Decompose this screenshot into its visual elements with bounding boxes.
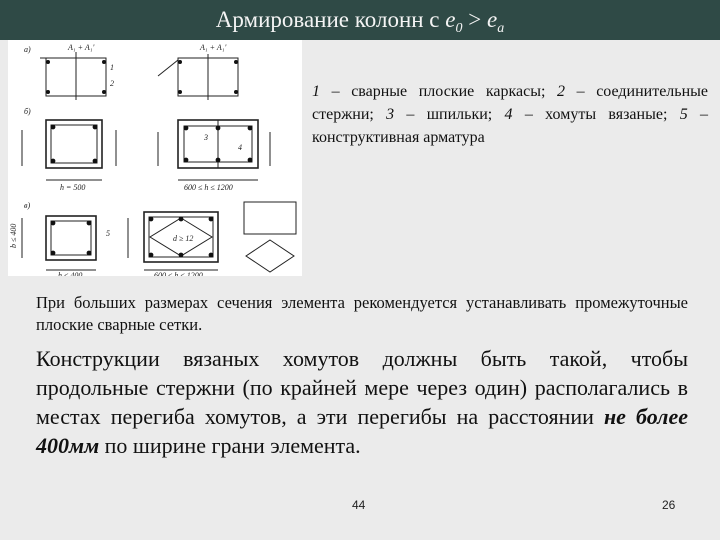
fig-num-4: 4 bbox=[238, 143, 242, 152]
fig-label-a1: A₁ + A₁' bbox=[68, 43, 95, 52]
dim-h-500: h = 500 bbox=[60, 183, 86, 192]
title-prefix: Армирование колонн с bbox=[215, 7, 440, 32]
fig-label-b: б) bbox=[24, 107, 31, 116]
fig-num-5: 5 bbox=[106, 229, 110, 238]
title-ea: $e_a$ bbox=[486, 7, 505, 36]
fig-num-2: 2 bbox=[110, 79, 114, 88]
fig-label-a2: A₁ + A₁' bbox=[200, 43, 227, 52]
emphasis-400mm: не более 400мм bbox=[36, 404, 688, 458]
dim-d12: d ≥ 12 bbox=[173, 234, 194, 243]
paragraph-tie-construction: Конструкции вязаных хомутов должны быть такой, чтобы продольные стержни (по крайней мере через один) располагались в местах перегиба хомутов, а эти перегибы на расстоянии не более 400мм по ширине грани элемента. bbox=[36, 346, 688, 458]
tie-detail-drawing bbox=[226, 190, 306, 280]
dim-600-1200-b: 600 ≤ h ≤ 1200 bbox=[154, 271, 203, 276]
dim-h-400: h ≤ 400 bbox=[58, 271, 83, 276]
title-gt: > bbox=[468, 7, 482, 32]
fig-num-3: 3 bbox=[204, 133, 208, 142]
fig-label-v: в) bbox=[24, 201, 31, 210]
figure-legend: 1 – сварные плоские каркасы; 2 – соединительные стержни; 3 – шпильки; 4 – хомуты вязаные; 5 – конструктивная арматура bbox=[312, 83, 709, 146]
dim-600-1200: 600 ≤ h ≤ 1200 bbox=[184, 183, 233, 192]
dim-b-400: b ≤ 400 bbox=[9, 223, 18, 248]
fig-num-1: 1 bbox=[110, 63, 114, 72]
title-e0: $e_0$ bbox=[445, 7, 463, 36]
slide-title bbox=[0, 6, 720, 43]
paragraph-intermediate-meshes: При больших размерах сечения элемента рекомендуется устанавливать промежуточные плоские сварные сетки. bbox=[36, 293, 688, 334]
page-number-left: 44 bbox=[352, 498, 366, 512]
page-number-right: 26 bbox=[662, 498, 676, 512]
fig-label-a: а) bbox=[24, 45, 31, 54]
